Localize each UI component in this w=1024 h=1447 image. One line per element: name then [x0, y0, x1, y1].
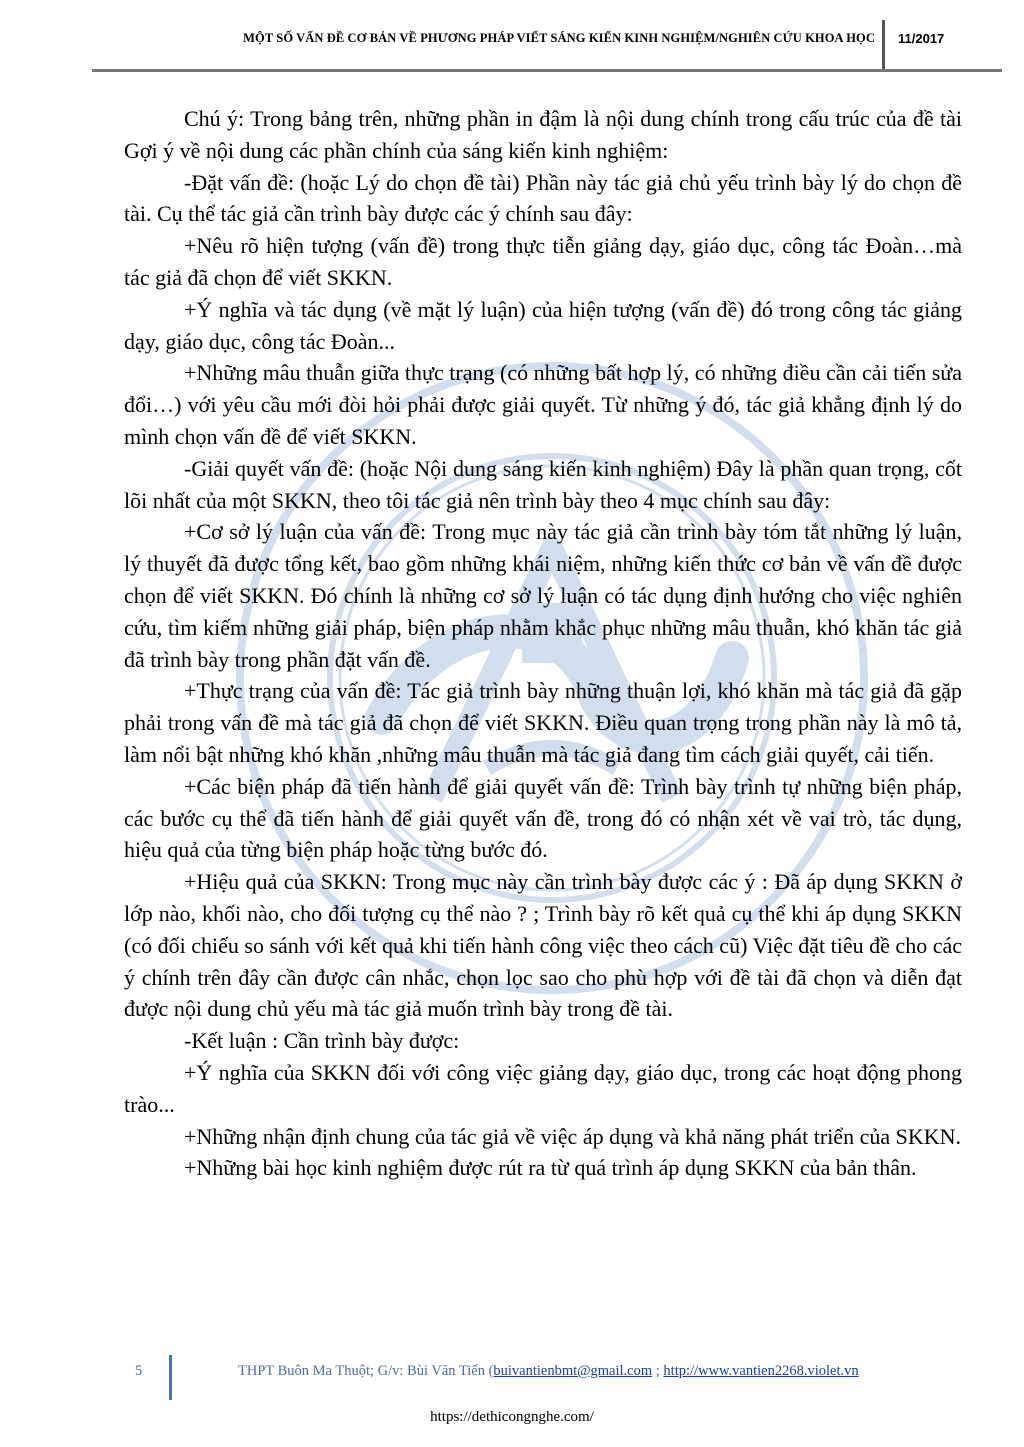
paragraph: +Nêu rõ hiện tượng (vấn đề) trong thực tiễn giảng dạy, giáo dục, công tác Đoàn…mà tác giả đã chọn để viết SKKN. — [124, 233, 962, 290]
paragraph: +Những bài học kinh nghiệm được rút ra từ quá trình áp dụng SKKN của bản thân. — [184, 1155, 917, 1181]
footer-school-text: THPT Buôn Ma Thuột; G/v: Bùi Văn Tiến ( — [238, 1363, 494, 1379]
website-link[interactable]: http://www.vantien2268.violet.vn — [663, 1363, 859, 1379]
paragraph: +Các biện pháp đã tiến hành để giải quyết vấn đề: Trình bày trình tự những biện pháp, các bước cụ thể đã tiến hành để giải quyết vấn đề, trong đó có nhận xét về vai trò, tác dụng, hiệu quả của từng biện pháp hoặc từng bước đó. — [124, 773, 962, 863]
page-header — [92, 0, 1002, 72]
paragraph: -Đặt vấn đề: (hoặc Lý do chọn đề tài) Phần này tác giả chủ yếu trình bày lý do chọn đề tài. Cụ thể tác giả cần trình bày được các ý chính sau đây: — [124, 169, 962, 227]
page-footer — [0, 1355, 1024, 1395]
paragraph: -Giải quyết vấn đề: (hoặc Nội dung sáng kiến kinh nghiệm) Đây là phần quan trọng, cốt lõi nhất của một SKKN, theo tôi tác giả nên trình bày theo 4 mục chính sau đây: — [124, 455, 962, 513]
footer-text — [238, 1363, 859, 1380]
paragraph: +Cơ sở lý luận của vấn đề: Trong mục này tác giả cần trình bày tóm tắt những lý luận, lý thuyết đã được tổng kết, bao gồm những khái niệm, những kiến thức cơ bản về vấn đề được chọn để viết SKKN. Đó chính là những cơ sở lý luận có tác dụng định hướng cho việc nghiên cứu, tìm kiếm những giải pháp, biện pháp nhằm khắc phục những mâu thuẫn, khó khăn tác giả đã trình bày trong phần đặt vấn đề. — [124, 519, 962, 672]
paragraph: +Những mâu thuẫn giữa thực trạng (có những bất hợp lý, có những điều cần cải tiến sửa đổi…) với yêu cầu mới đòi hỏi phải được giải quyết. Từ những ý đó, tác giả khẳng định lý do mình chọn vấn đề để viết SKKN. — [124, 360, 962, 449]
document-body — [124, 103, 962, 1184]
page-number: 5 — [135, 1363, 143, 1379]
paragraph: +Thực trạng của vấn đề: Tác giả trình bày những thuận lợi, khó khăn mà tác giả đã gặp phải trong vấn đề mà tác giả đã chọn để viết SKKN. Điều quan trọng trong phần này là mô tả, làm nổi bật những khó khăn ,những mâu thuẫn mà tác giả đang tìm cách giải quyết, cải tiến. — [124, 678, 962, 767]
header-divider — [882, 20, 885, 70]
footer-separator: ; — [652, 1363, 664, 1379]
footer-divider — [169, 1355, 172, 1400]
paragraph: +Ý nghĩa và tác dụng (về mặt lý luận) của hiện tượng (vấn đề) đó trong công tác giảng dạy, giáo dục, công tác Đoàn... — [124, 296, 962, 354]
paragraph: +Những nhận định chung của tác giả về việc áp dụng và khả năng phát triển của SKKN. — [184, 1123, 961, 1149]
paragraph: +Ý nghĩa của SKKN đối với công việc giảng dạy, giáo dục, trong các hoạt động phong trào... — [124, 1059, 962, 1117]
header-title: MỘT SỐ VẤN ĐỀ CƠ BẢN VỀ PHƯƠNG PHÁP VIẾT SÁNG KIẾN KINH NGHIỆM/NGHIÊN CỨU KHOA HỌC — [243, 31, 875, 45]
email-link[interactable]: buivantienbmt@gmail.com — [493, 1363, 653, 1379]
paragraph: +Hiệu quả của SKKN: Trong mục này cần trình bày được các ý : Đã áp dụng SKKN ở lớp nào, khối nào, cho đối tượng cụ thể nào ? ; Trình bày rõ kết quả cụ thể khi áp dụng SKKN (có đối chiếu so sánh với kết quả khi tiến hành công việc theo cách cũ) Việc đặt tiêu đề cho các ý chính trên đây cần được cân nhắc, chọn lọc sao cho phù hợp với đề tài đã chọn và diễn đạt được nội dung chủ yếu mà tác giả muốn trình bày trong đề tài. — [124, 869, 962, 1022]
header-date: 11/2017 — [898, 31, 945, 46]
paragraph: -Kết luận : Cần trình bày được: — [184, 1028, 460, 1054]
source-url: https://dethicongnghe.com/ — [430, 1409, 594, 1425]
paragraph: Chú ý: Trong bảng trên, những phần in đậm là nội dung chính trong cấu trúc của đề tài Gợi ý về nội dung các phần chính của sáng kiến kinh nghiệm: — [124, 106, 962, 163]
header-rule — [92, 69, 1002, 72]
